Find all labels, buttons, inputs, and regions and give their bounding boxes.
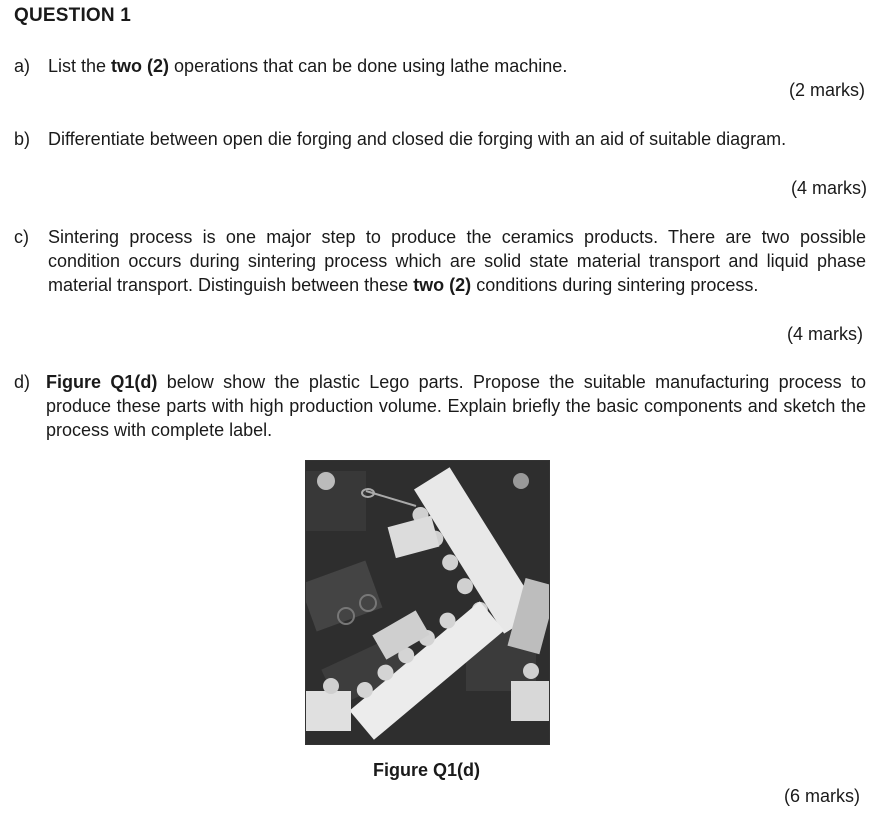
question-c-label: c) — [14, 227, 29, 247]
lego-parts-photo — [305, 460, 550, 745]
question-d-label: d) — [14, 372, 31, 392]
question-b-text: Differentiate between open die forging and closed die forging with an aid of suitable diagram. — [48, 129, 787, 149]
question-b-label: b) — [14, 129, 31, 149]
question-a-label: a) — [14, 56, 31, 76]
question-a-text: List the two (2) operations that can be done using lathe machine. — [48, 56, 568, 76]
question-c-text: Sintering process is one major step to produce the ceramics products. There are two possible condition occurs during sintering process which are solid state material transport and liquid phase material transport. Distinguish between these two (2) conditions during sintering process. — [48, 227, 866, 295]
question-d-marks: (6 marks) — [784, 786, 860, 806]
question-b-marks: (4 marks) — [791, 178, 867, 198]
question-d-text: Figure Q1(d) below show the plastic Lego parts. Propose the suitable manufacturing process to produce these parts with high production volume. Explain briefly the basic components and sketch the process with complete label. — [46, 372, 866, 440]
figure-caption: Figure Q1(d) — [373, 760, 480, 780]
question-a-marks: (2 marks) — [789, 80, 865, 100]
question-heading: QUESTION 1 — [14, 5, 132, 26]
question-c-marks: (4 marks) — [787, 324, 863, 344]
